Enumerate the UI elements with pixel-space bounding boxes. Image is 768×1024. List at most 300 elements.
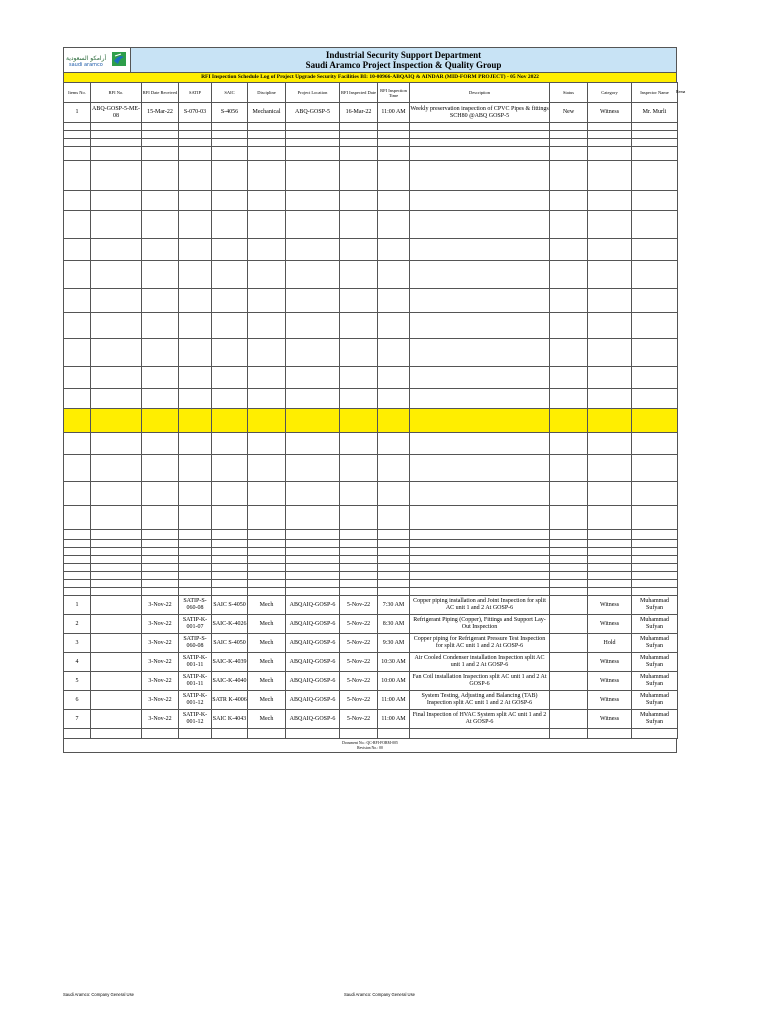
cell-date-received bbox=[142, 211, 179, 239]
cell-satip bbox=[179, 339, 212, 367]
table-row bbox=[64, 548, 678, 556]
cell-satip bbox=[179, 506, 212, 530]
cell-date-received bbox=[142, 572, 179, 580]
aramco-star-icon bbox=[112, 52, 126, 66]
cell-status bbox=[550, 596, 588, 615]
cell-category bbox=[588, 506, 632, 530]
cell-location bbox=[286, 433, 340, 455]
column-header: RFI No. bbox=[91, 83, 142, 103]
cell-inspector bbox=[632, 556, 678, 564]
cell-inspector bbox=[632, 261, 678, 289]
cell-date-received bbox=[142, 147, 179, 161]
cell-description: Refrigerant Piping (Copper), Fittings and Support Lay-Out Inspection bbox=[410, 615, 550, 634]
cell-rfi bbox=[91, 123, 142, 131]
cell-category bbox=[588, 191, 632, 211]
cell-inspected-date bbox=[340, 540, 378, 548]
cell-satip bbox=[179, 191, 212, 211]
cell-time bbox=[378, 289, 410, 313]
table-row bbox=[64, 672, 678, 691]
cell-description bbox=[410, 564, 550, 572]
cell-discipline bbox=[248, 161, 286, 191]
cell-rfi bbox=[91, 389, 142, 409]
cell-date-received: 3-Nov-22 bbox=[142, 672, 179, 691]
cell-inspector bbox=[632, 506, 678, 530]
cell-inspector bbox=[632, 455, 678, 482]
cell-inspector bbox=[632, 482, 678, 506]
cell-location: ABQAIQ-GOSP-6 bbox=[286, 596, 340, 615]
cell-inspector bbox=[632, 540, 678, 548]
cell-status bbox=[550, 289, 588, 313]
cell-item bbox=[64, 482, 91, 506]
cell-date-received: 3-Nov-22 bbox=[142, 653, 179, 672]
cell-category bbox=[588, 161, 632, 191]
log-subtitle-bar: RFI Inspection Schedule Log of Project Upgrade Security Facilities BI: 10-00966-ABQAIQ & AINDAR (MID-FORM PROJECT) - 05 Nov 2022 bbox=[63, 72, 677, 82]
cell-satip bbox=[179, 123, 212, 131]
cell-date-received bbox=[142, 161, 179, 191]
cell-date-received bbox=[142, 455, 179, 482]
cell-inspected-date bbox=[340, 147, 378, 161]
table-row bbox=[64, 653, 678, 672]
cell-saic bbox=[212, 339, 248, 367]
cell-saic bbox=[212, 433, 248, 455]
cell-discipline bbox=[248, 556, 286, 564]
cell-location bbox=[286, 261, 340, 289]
cell-time bbox=[378, 147, 410, 161]
column-header: RFI Inspection Time bbox=[378, 83, 410, 103]
cell-rfi bbox=[91, 564, 142, 572]
cell-inspected-date bbox=[340, 191, 378, 211]
cell-item bbox=[64, 131, 91, 139]
table-row bbox=[64, 596, 678, 615]
cell-description: Air Cooled Condenser installation Inspection split AC unit 1 and 2 At GOSP-6 bbox=[410, 653, 550, 672]
cell-satip bbox=[179, 588, 212, 596]
table-row bbox=[64, 729, 678, 739]
cell-rfi bbox=[91, 409, 142, 433]
cell-location bbox=[286, 123, 340, 131]
cell-item bbox=[64, 556, 91, 564]
rfi-log-table bbox=[63, 82, 678, 739]
cell-location bbox=[286, 191, 340, 211]
cell-location bbox=[286, 289, 340, 313]
cell-date-received: 3-Nov-22 bbox=[142, 615, 179, 634]
cell-inspector bbox=[632, 409, 678, 433]
cell-rfi bbox=[91, 147, 142, 161]
cell-discipline bbox=[248, 289, 286, 313]
cell-status: New bbox=[550, 103, 588, 123]
cell-discipline: Mechanical bbox=[248, 103, 286, 123]
cell-saic bbox=[212, 211, 248, 239]
cell-description bbox=[410, 540, 550, 548]
cell-inspected-date bbox=[340, 588, 378, 596]
cell-discipline bbox=[248, 548, 286, 556]
cell-satip: SATIP-K-001-12 bbox=[179, 710, 212, 729]
cell-status bbox=[550, 191, 588, 211]
cell-inspected-date bbox=[340, 389, 378, 409]
cell-status bbox=[550, 580, 588, 588]
cell-discipline: Mech bbox=[248, 596, 286, 615]
cell-inspector bbox=[632, 289, 678, 313]
cell-date-received bbox=[142, 367, 179, 389]
table-row bbox=[64, 191, 678, 211]
cell-category bbox=[588, 482, 632, 506]
cell-description bbox=[410, 548, 550, 556]
cell-description bbox=[410, 580, 550, 588]
cell-discipline: Mech bbox=[248, 691, 286, 710]
cell-satip bbox=[179, 389, 212, 409]
cell-item bbox=[64, 389, 91, 409]
cell-description bbox=[410, 339, 550, 367]
cell-discipline bbox=[248, 339, 286, 367]
cell-date-received bbox=[142, 313, 179, 339]
cell-inspector bbox=[632, 191, 678, 211]
cell-inspector bbox=[632, 729, 678, 739]
cell-category bbox=[588, 556, 632, 564]
cell-item bbox=[64, 530, 91, 540]
cell-location bbox=[286, 313, 340, 339]
column-header: SATIP bbox=[179, 83, 212, 103]
cell-inspector bbox=[632, 131, 678, 139]
cell-saic bbox=[212, 482, 248, 506]
cell-status bbox=[550, 409, 588, 433]
cell-inspector bbox=[632, 433, 678, 455]
table-row bbox=[64, 556, 678, 564]
cell-saic bbox=[212, 506, 248, 530]
cell-rfi bbox=[91, 548, 142, 556]
cell-description bbox=[410, 211, 550, 239]
cell-inspected-date bbox=[340, 564, 378, 572]
cell-time bbox=[378, 564, 410, 572]
cell-location: ABQAIQ-GOSP-6 bbox=[286, 653, 340, 672]
cell-time bbox=[378, 729, 410, 739]
table-row bbox=[64, 691, 678, 710]
cell-satip bbox=[179, 482, 212, 506]
cell-date-received bbox=[142, 482, 179, 506]
cell-inspected-date bbox=[340, 482, 378, 506]
cell-time bbox=[378, 123, 410, 131]
cell-rfi bbox=[91, 506, 142, 530]
cell-satip bbox=[179, 211, 212, 239]
cell-inspected-date bbox=[340, 548, 378, 556]
cell-satip bbox=[179, 131, 212, 139]
cell-inspected-date bbox=[340, 572, 378, 580]
cell-date-received: 3-Nov-22 bbox=[142, 596, 179, 615]
column-header: Project Location bbox=[286, 83, 340, 103]
cell-status bbox=[550, 211, 588, 239]
cell-category bbox=[588, 239, 632, 261]
cell-time bbox=[378, 131, 410, 139]
cell-saic bbox=[212, 729, 248, 739]
cell-location bbox=[286, 139, 340, 147]
cell-status bbox=[550, 239, 588, 261]
cell-inspector bbox=[632, 389, 678, 409]
cell-inspected-date bbox=[340, 556, 378, 564]
cell-satip bbox=[179, 548, 212, 556]
cell-category bbox=[588, 261, 632, 289]
cell-location bbox=[286, 455, 340, 482]
logo-english-text: saudi aramco bbox=[69, 62, 103, 68]
cell-inspected-date bbox=[340, 530, 378, 540]
cell-rfi bbox=[91, 433, 142, 455]
cell-status bbox=[550, 389, 588, 409]
cell-time: 9:30 AM bbox=[378, 634, 410, 653]
cell-category bbox=[588, 580, 632, 588]
cell-rfi bbox=[91, 672, 142, 691]
cell-status bbox=[550, 339, 588, 367]
cell-satip bbox=[179, 139, 212, 147]
cell-description: Final Inspection of HVAC System split AC unit 1 and 2 At GOSP-6 bbox=[410, 710, 550, 729]
cell-date-received bbox=[142, 506, 179, 530]
cell-satip bbox=[179, 161, 212, 191]
cell-status bbox=[550, 691, 588, 710]
cell-description bbox=[410, 572, 550, 580]
cell-satip: S-070-03 bbox=[179, 103, 212, 123]
cell-rfi bbox=[91, 211, 142, 239]
cell-item bbox=[64, 433, 91, 455]
cell-rfi bbox=[91, 261, 142, 289]
cell-discipline bbox=[248, 367, 286, 389]
cell-status bbox=[550, 261, 588, 289]
table-row bbox=[64, 139, 678, 147]
cell-satip bbox=[179, 729, 212, 739]
cell-location bbox=[286, 564, 340, 572]
cell-category bbox=[588, 131, 632, 139]
cell-discipline: Mech bbox=[248, 634, 286, 653]
cell-satip: SATIP-S-060-08 bbox=[179, 596, 212, 615]
cell-saic: SAIC S-4050 bbox=[212, 596, 248, 615]
cell-discipline: Mech bbox=[248, 710, 286, 729]
cell-item bbox=[64, 339, 91, 367]
cell-rfi bbox=[91, 710, 142, 729]
cell-date-received: 3-Nov-22 bbox=[142, 634, 179, 653]
cell-discipline bbox=[248, 506, 286, 530]
cell-status bbox=[550, 123, 588, 131]
cell-item bbox=[64, 367, 91, 389]
cell-category: Witness bbox=[588, 672, 632, 691]
cell-location bbox=[286, 572, 340, 580]
table-row bbox=[64, 482, 678, 506]
cell-satip bbox=[179, 409, 212, 433]
cell-discipline bbox=[248, 433, 286, 455]
cell-time: 11:00 AM bbox=[378, 103, 410, 123]
cell-category bbox=[588, 564, 632, 572]
cell-location: ABQAIQ-GOSP-6 bbox=[286, 710, 340, 729]
table-row bbox=[64, 634, 678, 653]
cell-time bbox=[378, 367, 410, 389]
cell-time: 11:00 AM bbox=[378, 691, 410, 710]
cell-saic bbox=[212, 588, 248, 596]
cell-category bbox=[588, 389, 632, 409]
cell-description bbox=[410, 530, 550, 540]
column-header: SAIC bbox=[212, 83, 248, 103]
cell-location bbox=[286, 588, 340, 596]
cell-inspected-date bbox=[340, 367, 378, 389]
cell-discipline bbox=[248, 580, 286, 588]
cell-time bbox=[378, 313, 410, 339]
cell-inspector bbox=[632, 339, 678, 367]
cell-location bbox=[286, 556, 340, 564]
cell-category: Witness bbox=[588, 653, 632, 672]
cell-discipline bbox=[248, 588, 286, 596]
cell-item: 7 bbox=[64, 710, 91, 729]
cell-category bbox=[588, 540, 632, 548]
cell-category bbox=[588, 572, 632, 580]
cell-location bbox=[286, 506, 340, 530]
cell-saic bbox=[212, 289, 248, 313]
cell-date-received bbox=[142, 530, 179, 540]
cell-location bbox=[286, 389, 340, 409]
cell-satip bbox=[179, 455, 212, 482]
cell-discipline bbox=[248, 530, 286, 540]
cell-date-received bbox=[142, 729, 179, 739]
cell-satip bbox=[179, 564, 212, 572]
cell-category bbox=[588, 147, 632, 161]
cell-time bbox=[378, 506, 410, 530]
cell-time bbox=[378, 572, 410, 580]
cell-item bbox=[64, 506, 91, 530]
cell-status bbox=[550, 506, 588, 530]
cell-time bbox=[378, 530, 410, 540]
cell-rfi bbox=[91, 339, 142, 367]
cell-item bbox=[64, 261, 91, 289]
cell-category: Witness bbox=[588, 615, 632, 634]
cell-description bbox=[410, 139, 550, 147]
column-header: Discipline bbox=[248, 83, 286, 103]
cell-saic: SATR K-4006 bbox=[212, 691, 248, 710]
cell-category: Hold bbox=[588, 634, 632, 653]
cell-discipline: Mech bbox=[248, 653, 286, 672]
table-row bbox=[64, 615, 678, 634]
cell-status bbox=[550, 564, 588, 572]
cell-time bbox=[378, 339, 410, 367]
cell-saic bbox=[212, 367, 248, 389]
cell-discipline bbox=[248, 211, 286, 239]
cell-status bbox=[550, 433, 588, 455]
cell-category bbox=[588, 729, 632, 739]
cell-satip: SATIP-K-001-11 bbox=[179, 672, 212, 691]
document-header bbox=[63, 47, 677, 72]
cell-rfi bbox=[91, 131, 142, 139]
cell-inspected-date bbox=[340, 433, 378, 455]
cell-description bbox=[410, 191, 550, 211]
cell-location bbox=[286, 161, 340, 191]
cell-location: ABQAIQ-GOSP-6 bbox=[286, 615, 340, 634]
cell-time bbox=[378, 482, 410, 506]
table-row bbox=[64, 313, 678, 339]
cell-discipline bbox=[248, 482, 286, 506]
cell-discipline bbox=[248, 572, 286, 580]
cell-status bbox=[550, 634, 588, 653]
cell-saic bbox=[212, 564, 248, 572]
table-row bbox=[64, 239, 678, 261]
cell-item bbox=[64, 239, 91, 261]
cell-description bbox=[410, 123, 550, 131]
cell-discipline bbox=[248, 261, 286, 289]
cell-date-received bbox=[142, 261, 179, 289]
cell-saic bbox=[212, 409, 248, 433]
cell-inspected-date bbox=[340, 339, 378, 367]
cell-status bbox=[550, 161, 588, 191]
cell-inspected-date: 16-Mar-22 bbox=[340, 103, 378, 123]
cell-date-received bbox=[142, 564, 179, 572]
cell-inspected-date: 5-Nov-22 bbox=[340, 653, 378, 672]
cell-inspector: Muhammad Sufyan bbox=[632, 634, 678, 653]
cell-rfi bbox=[91, 596, 142, 615]
cell-description: Fan Coil installation Inspection split AC unit 1 and 2 At GOSP-6 bbox=[410, 672, 550, 691]
cell-category bbox=[588, 409, 632, 433]
cell-rfi bbox=[91, 313, 142, 339]
cell-status bbox=[550, 147, 588, 161]
logo-arabic-text: أرامكو السعودية bbox=[66, 55, 107, 62]
cell-date-received bbox=[142, 239, 179, 261]
cell-rfi bbox=[91, 289, 142, 313]
cell-item bbox=[64, 147, 91, 161]
table-row bbox=[64, 572, 678, 580]
cell-date-received bbox=[142, 389, 179, 409]
cell-inspector: Muhammad Sufyan bbox=[632, 691, 678, 710]
cell-date-received bbox=[142, 131, 179, 139]
cell-inspector bbox=[632, 530, 678, 540]
cell-inspected-date: 5-Nov-22 bbox=[340, 710, 378, 729]
table-row bbox=[64, 161, 678, 191]
cell-time bbox=[378, 455, 410, 482]
cell-status bbox=[550, 313, 588, 339]
cell-inspected-date: 5-Nov-22 bbox=[340, 596, 378, 615]
cell-item bbox=[64, 548, 91, 556]
cell-item bbox=[64, 139, 91, 147]
cell-inspected-date bbox=[340, 580, 378, 588]
cell-time bbox=[378, 540, 410, 548]
cell-status bbox=[550, 482, 588, 506]
cell-status bbox=[550, 131, 588, 139]
cell-saic bbox=[212, 540, 248, 548]
cell-date-received bbox=[142, 409, 179, 433]
cell-location bbox=[286, 482, 340, 506]
cell-inspector bbox=[632, 580, 678, 588]
table-row bbox=[64, 289, 678, 313]
cell-item bbox=[64, 161, 91, 191]
table-row bbox=[64, 455, 678, 482]
cell-item bbox=[64, 729, 91, 739]
cell-status bbox=[550, 588, 588, 596]
cell-saic bbox=[212, 548, 248, 556]
cell-location: ABQAIQ-GOSP-6 bbox=[286, 634, 340, 653]
cell-inspected-date bbox=[340, 123, 378, 131]
cell-saic bbox=[212, 389, 248, 409]
cell-discipline bbox=[248, 540, 286, 548]
cell-inspected-date: 5-Nov-22 bbox=[340, 691, 378, 710]
cell-inspected-date bbox=[340, 161, 378, 191]
remarks-header-overflow: Rema bbox=[676, 89, 686, 94]
column-header: Category bbox=[588, 83, 632, 103]
cell-saic bbox=[212, 239, 248, 261]
cell-time bbox=[378, 409, 410, 433]
cell-location bbox=[286, 239, 340, 261]
cell-item: 1 bbox=[64, 103, 91, 123]
cell-status bbox=[550, 455, 588, 482]
cell-item bbox=[64, 572, 91, 580]
cell-inspected-date bbox=[340, 313, 378, 339]
table-row bbox=[64, 540, 678, 548]
cell-satip: SATIP-S-060-08 bbox=[179, 634, 212, 653]
cell-date-received bbox=[142, 540, 179, 548]
cell-inspected-date bbox=[340, 131, 378, 139]
cell-status bbox=[550, 729, 588, 739]
cell-inspected-date bbox=[340, 506, 378, 530]
table-row bbox=[64, 339, 678, 367]
cell-discipline bbox=[248, 139, 286, 147]
table-row bbox=[64, 710, 678, 729]
cell-date-received bbox=[142, 289, 179, 313]
